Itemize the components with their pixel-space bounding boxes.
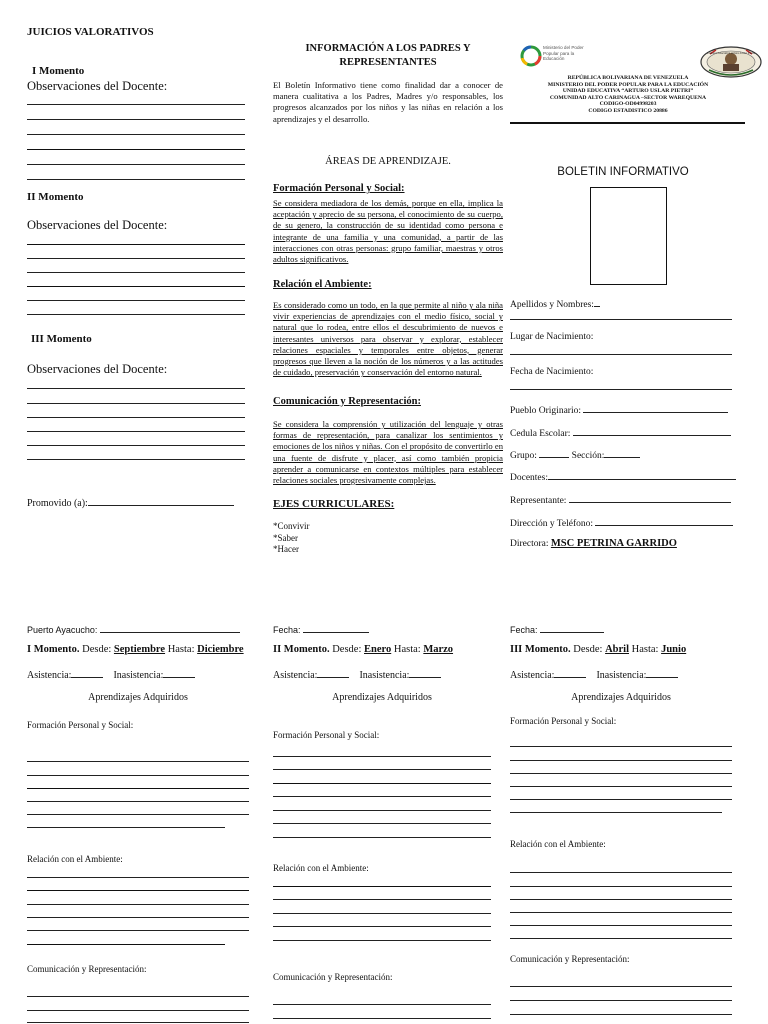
range-momento: I Momento. [27, 644, 80, 655]
directora-name: MSC PETRINA GARRIDO [550, 538, 677, 549]
range-hasta-label: Hasta: [167, 644, 195, 655]
info-title-line1: INFORMACIÓN A LOS PADRES Y [305, 43, 471, 54]
header-divider [510, 122, 745, 124]
promovido-field [27, 496, 234, 509]
header-line: MINISTERIO DEL PODER POPULAR PARA LA EDUCACIÓN [547, 81, 709, 88]
fecha-field-3 [510, 623, 604, 635]
range-momento: II Momento. [273, 644, 330, 655]
areas-title: ÁREAS DE APRENDIZAJE. [325, 156, 451, 167]
answer-line[interactable] [27, 944, 225, 945]
range-desde: Septiembre [113, 644, 166, 655]
representante-label: Representante: [510, 496, 567, 506]
ministry-logo-text: Ministerio del Poder Popular para la Educación [543, 45, 584, 62]
header-line: CODIGO-OD04998203 [599, 101, 657, 108]
cr-paragraph: Se considera la comprensión y utilización del lenguaje y otras formas de representación, para canalizar los sentimientos y emociones de los niños y niñas. Con el propósito de convertirlo en una fuente de disfrute y placer, así como también propicia aprender a comunicarse en contextos múltiples para establecer relaciones sociales progresivamente complejas. [273, 419, 503, 486]
answer-line[interactable] [27, 917, 249, 918]
ra-label: Relación con el Ambiente: [273, 863, 369, 873]
answer-line[interactable] [27, 761, 249, 762]
answer-line[interactable] [510, 812, 722, 813]
inasistencia-input[interactable] [646, 668, 678, 678]
cr-title: Comunicación y Representación: [273, 396, 421, 407]
obs-line[interactable] [27, 403, 245, 404]
fecha-nac-label: Fecha de Nacimiento: [510, 367, 594, 377]
answer-line[interactable] [510, 773, 732, 774]
answer-line[interactable] [510, 938, 732, 939]
answer-line[interactable] [27, 890, 249, 891]
answer-line[interactable] [27, 775, 249, 776]
place-field [27, 623, 240, 635]
directora-label: Directora: [510, 539, 549, 549]
obs-line[interactable] [27, 258, 245, 259]
answer-line[interactable] [510, 872, 732, 873]
direccion-label: Dirección y Teléfono: [510, 519, 594, 529]
eje-item: *Convivir [273, 521, 310, 531]
left-title: JUICIOS VALORATIVOS [27, 26, 154, 38]
cr-label: Comunicación y Representación: [273, 972, 393, 982]
answer-line[interactable] [27, 1010, 249, 1011]
answer-line[interactable] [27, 1022, 249, 1023]
asistencia-input[interactable] [71, 668, 103, 678]
promovido-label: Promovido (a): [27, 498, 88, 509]
answer-line[interactable] [510, 912, 732, 913]
range-hasta: Junio [661, 644, 687, 655]
lugar-label: Lugar de Nacimiento: [510, 332, 594, 342]
pueblo-label: Pueblo Originario: [510, 406, 581, 416]
answer-line[interactable] [510, 925, 732, 926]
answer-line[interactable] [27, 996, 249, 997]
cedula-field [510, 426, 731, 439]
fps-label: Formación Personal y Social: [510, 716, 617, 726]
answer-line[interactable] [510, 746, 732, 747]
answer-line[interactable] [273, 837, 491, 838]
direccion-input[interactable] [595, 516, 733, 526]
answer-line[interactable] [273, 756, 491, 757]
pueblo-field [510, 403, 728, 416]
answer-line[interactable] [273, 886, 491, 887]
place-label: Puerto Ayacucho: [27, 625, 98, 635]
asistencia-label: Asistencia: [510, 670, 555, 681]
asistencia-row [510, 668, 678, 681]
answer-line[interactable] [273, 899, 491, 900]
answer-line[interactable] [510, 1000, 732, 1001]
promovido-input[interactable] [88, 496, 234, 506]
eje-item: *Hacer [273, 544, 299, 554]
seccion-label: Sección: [571, 451, 605, 461]
fecha-label: Fecha: [510, 625, 538, 635]
momento-2-heading: II Momento [27, 191, 84, 203]
range-hasta: Diciembre [197, 644, 244, 655]
answer-line[interactable] [27, 930, 249, 931]
asistencia-label: Asistencia: [273, 670, 318, 681]
answer-line[interactable] [27, 877, 249, 878]
aprendizajes-title: Aprendizajes Adquiridos [332, 692, 432, 703]
answer-line[interactable] [273, 1004, 491, 1005]
institution-header [511, 75, 745, 115]
answer-line[interactable] [273, 823, 491, 824]
representante-input[interactable] [569, 493, 731, 503]
obs-line[interactable] [27, 272, 245, 273]
lugar-line[interactable] [510, 354, 732, 355]
answer-line[interactable] [273, 940, 491, 941]
fps-label: Formación Personal y Social: [273, 730, 380, 740]
range-hasta-label: Hasta: [631, 644, 659, 655]
obs-line[interactable] [27, 119, 245, 120]
range-desde: Enero [364, 644, 392, 655]
ministry-logo-icon [519, 42, 591, 70]
range-hasta: Marzo [423, 644, 454, 655]
obs-line[interactable] [27, 459, 245, 460]
info-title-line2: REPRESENTANTES [339, 57, 437, 68]
cr-label: Comunicación y Representación: [510, 954, 630, 964]
answer-line[interactable] [27, 904, 249, 905]
place-input[interactable] [100, 623, 240, 633]
answer-line[interactable] [273, 810, 491, 811]
answer-line[interactable] [510, 760, 732, 761]
inasistencia-label: Inasistencia: [596, 670, 647, 681]
school-seal-icon [700, 46, 762, 78]
apellidos-field [510, 297, 600, 310]
obs-line[interactable] [27, 417, 245, 418]
ra-label: Relación con el Ambiente: [27, 854, 123, 864]
obs-line[interactable] [27, 179, 245, 180]
header-line: UNIDAD EDUCATIVA “ARTURO USLAR PIETRI” [562, 88, 694, 95]
eje-item: *Saber [273, 532, 298, 543]
docentes-label: Docentes: [510, 473, 548, 483]
aprendizajes-title: Aprendizajes Adquiridos [571, 692, 671, 703]
photo-box[interactable] [590, 187, 667, 285]
pueblo-input[interactable] [583, 403, 728, 413]
fecha-nac-line[interactable] [510, 389, 732, 390]
apellidos-line[interactable] [510, 319, 732, 320]
inasistencia-label: Inasistencia: [113, 670, 164, 681]
aprendizajes-title: Aprendizajes Adquiridos [88, 692, 188, 703]
obs-line[interactable] [27, 149, 245, 150]
asistencia-row [27, 668, 195, 681]
grupo-field [510, 448, 640, 461]
inasistencia-input[interactable] [163, 668, 195, 678]
obs-line[interactable] [27, 431, 245, 432]
inasistencia-label: Inasistencia: [359, 670, 410, 681]
fecha-field-2 [273, 623, 369, 635]
fps-label: Formación Personal y Social: [27, 720, 134, 730]
docentes-input[interactable] [548, 470, 736, 480]
seal-text: Unidad Educativa Arturo Uslar Pietri [707, 51, 755, 55]
ra-paragraph: Es considerado como un todo, en la que permite al niño y ala niña vivir experiencias de aprendizajes con el medio físico, social y natural que lo rodea, entre ellos el descubrimiento de nuevos e interesantes universos para observar y explorar, establecer relaciones espaciales y temporales entre objetos, generar progresos que lleven a la noción de los números y a las actitudes de cuidado, preservación y conservación del entorno natural. [273, 300, 503, 378]
answer-line[interactable] [273, 926, 491, 927]
answer-line[interactable] [510, 986, 732, 987]
answer-line[interactable] [510, 886, 732, 887]
range-desde-label: Desde: [573, 644, 603, 655]
seccion-input[interactable] [604, 448, 640, 458]
cedula-label: Cedula Escolar: [510, 429, 571, 439]
representante-field [510, 493, 731, 506]
apellidos-input[interactable] [594, 297, 600, 307]
obs-line[interactable] [27, 244, 245, 245]
fps-title: Formación Personal y Social: [273, 183, 405, 194]
ra-label: Relación con el Ambiente: [510, 839, 606, 849]
asistencia-row [273, 668, 441, 681]
obs-line[interactable] [27, 388, 245, 389]
answer-line[interactable] [27, 788, 249, 789]
fps-paragraph: Se considera mediadora de los demás, porque en ella, implica la aceptación y aprecio de su persona, el conocimiento de su cuerpo, de su genero, la construcción de su identidad como persona e integrante de una familia y una comunidad, a partir de las interacciones con otras personas: grupo familiar, maestras y otros adultos significativos. [273, 198, 503, 265]
intro-paragraph: El Boletín Informativo tiene como finalidad dar a conocer de manera cualitativa a los Padres, Madres y/o responsables, los progresos alcanzados por los niños y las niñas en relación a los aprendizajes y el desarrollo. [273, 80, 503, 124]
fecha-input[interactable] [303, 623, 369, 633]
obs-label-3: Observaciones del Docente: [27, 362, 168, 376]
ejes-list [273, 521, 310, 556]
boletin-title: BOLETIN INFORMATIVO [557, 166, 689, 178]
obs-label-2: Observaciones del Docente: [27, 218, 168, 232]
momento-2-range [273, 644, 453, 655]
answer-line[interactable] [510, 786, 732, 787]
asistencia-input[interactable] [317, 668, 349, 678]
obs-label-1: Observaciones del Docente: [27, 79, 168, 93]
header-line: REPÚBLICA BOLIVARIANA DE VENEZUELA [567, 75, 689, 81]
docentes-field [510, 470, 736, 483]
ra-title: Relación el Ambiente: [273, 279, 372, 290]
answer-line[interactable] [27, 814, 249, 815]
answer-line[interactable] [510, 899, 732, 900]
fecha-label: Fecha: [273, 625, 301, 635]
apellidos-label: Apellidos y Nombres: [510, 300, 594, 310]
answer-line[interactable] [273, 913, 491, 914]
range-desde: Abril [605, 644, 630, 655]
momento-3-heading: III Momento [31, 333, 92, 345]
obs-line[interactable] [27, 314, 245, 315]
momento-3-range [510, 644, 686, 655]
obs-line[interactable] [27, 134, 245, 135]
fecha-input[interactable] [540, 623, 604, 633]
header-line: CODIGO ESTADISTICO 20886 [588, 107, 668, 114]
range-desde-label: Desde: [82, 644, 112, 655]
asistencia-input[interactable] [554, 668, 586, 678]
answer-line[interactable] [273, 1018, 491, 1019]
obs-line[interactable] [27, 445, 245, 446]
answer-line[interactable] [510, 799, 732, 800]
grupo-input[interactable] [539, 448, 569, 458]
obs-line[interactable] [27, 104, 245, 105]
answer-line[interactable] [273, 796, 491, 797]
inasistencia-input[interactable] [409, 668, 441, 678]
obs-line[interactable] [27, 300, 245, 301]
grupo-label: Grupo: [510, 451, 537, 461]
answer-line[interactable] [273, 783, 491, 784]
asistencia-label: Asistencia: [27, 670, 72, 681]
obs-line[interactable] [27, 164, 245, 165]
header-line: COMUNIDAD ALTO CARINAGUA –SECTOR WAREQUENA [549, 94, 707, 101]
answer-line[interactable] [27, 827, 225, 828]
answer-line[interactable] [273, 769, 491, 770]
range-hasta-label: Hasta: [393, 644, 421, 655]
cedula-input[interactable] [573, 426, 731, 436]
direccion-field [510, 516, 733, 529]
answer-line[interactable] [510, 1014, 732, 1015]
range-momento: III Momento. [510, 644, 571, 655]
cr-label: Comunicación y Representación: [27, 964, 147, 974]
directora-field [510, 538, 677, 549]
ejes-title: EJES CURRICULARES: [273, 498, 395, 510]
momento-1-range [27, 644, 244, 655]
answer-line[interactable] [27, 801, 249, 802]
info-title [273, 42, 503, 70]
obs-line[interactable] [27, 286, 245, 287]
range-desde-label: Desde: [332, 644, 362, 655]
momento-1-heading: I Momento [32, 65, 85, 77]
